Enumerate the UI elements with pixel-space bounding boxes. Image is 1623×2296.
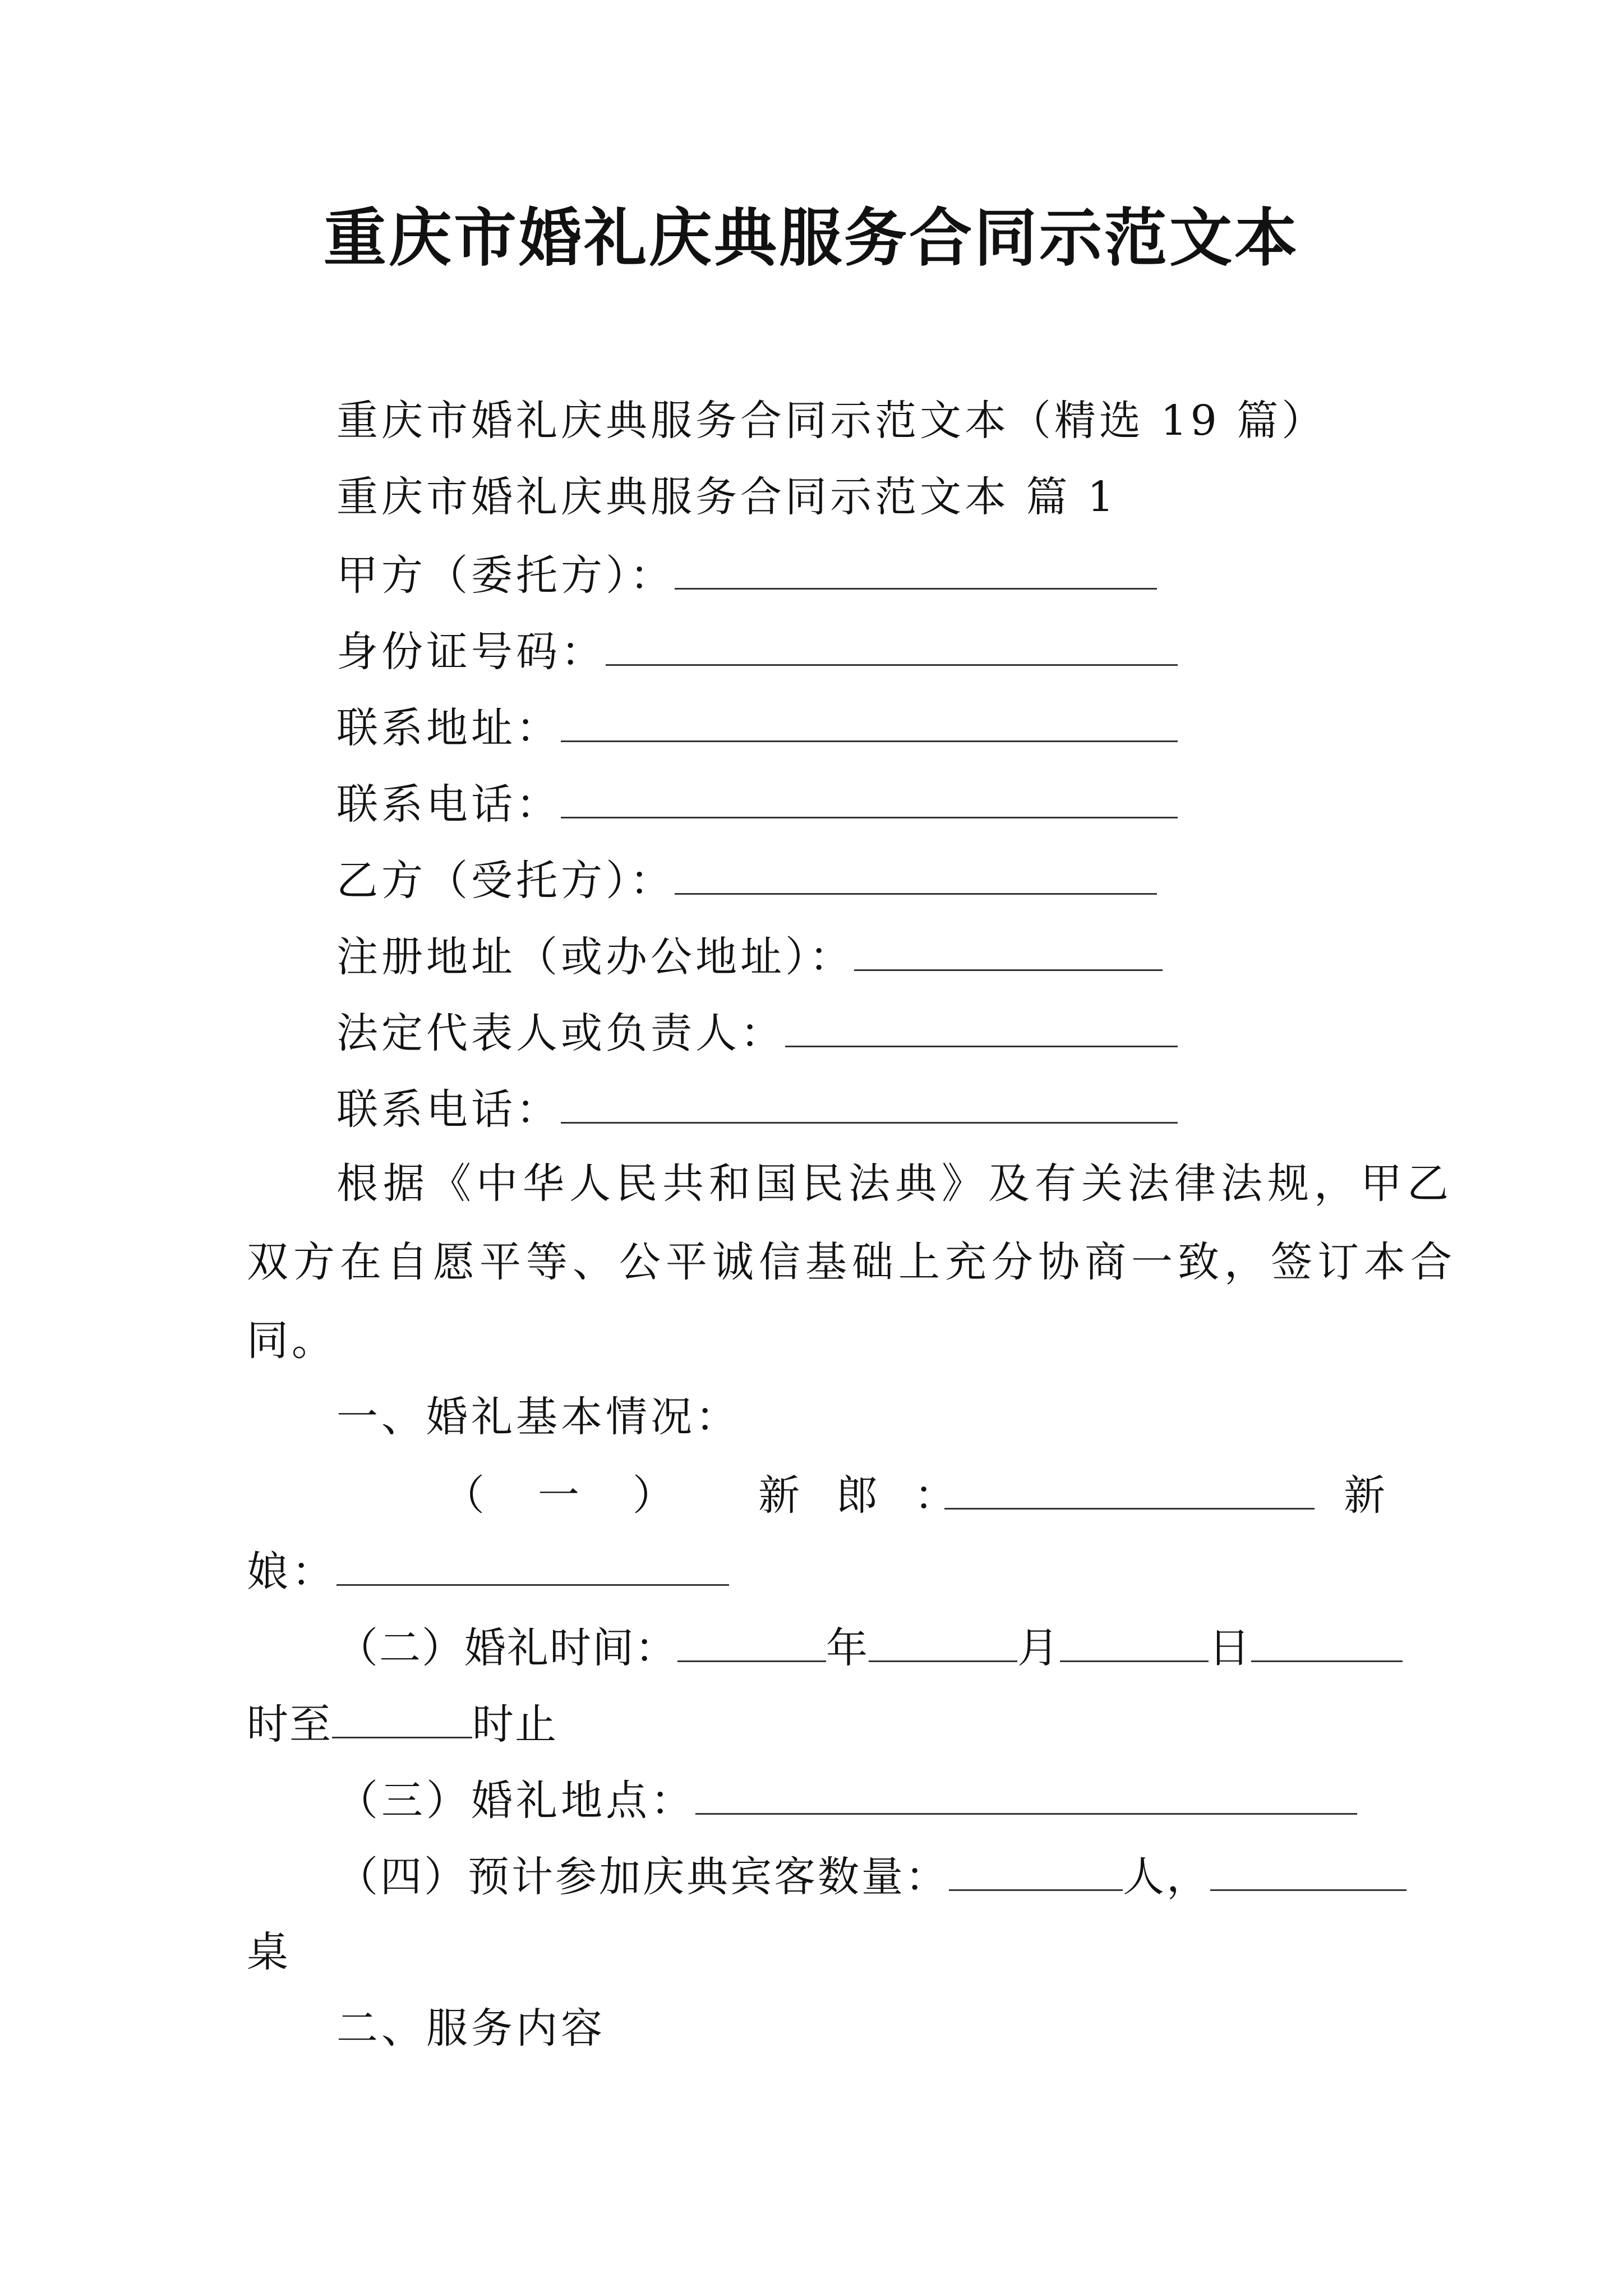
tables-blank[interactable] bbox=[1210, 1847, 1407, 1891]
phone-blank-2[interactable] bbox=[561, 1079, 1178, 1124]
section-2-heading: 二、服务内容 bbox=[336, 2004, 606, 2053]
time-label: （二）婚礼时间： bbox=[336, 1624, 677, 1672]
paragraph-line-1: 根据《中华人民共和国民法典》及有关法律法规，甲乙 bbox=[336, 1159, 1454, 1208]
id-label: 身份证号码： bbox=[336, 628, 606, 676]
place-blank[interactable] bbox=[695, 1770, 1357, 1815]
bride-row bbox=[247, 1542, 729, 1600]
phone-row bbox=[336, 774, 1178, 832]
legal-rep-blank[interactable] bbox=[785, 1003, 1178, 1047]
place-row bbox=[336, 1770, 1357, 1829]
legal-rep-row bbox=[336, 1003, 1178, 1061]
year-label: 年 bbox=[826, 1624, 869, 1672]
bride-label: 娘： bbox=[247, 1548, 336, 1596]
paragraph-line-3: 同。 bbox=[247, 1317, 336, 1365]
section-1-heading: 一、婚礼基本情况： bbox=[336, 1393, 740, 1441]
document-title: 重庆市婚礼庆典服务合同示范文本 bbox=[324, 201, 1299, 275]
address-row bbox=[336, 698, 1178, 756]
day-blank[interactable] bbox=[1060, 1618, 1209, 1662]
reg-address-label: 注册地址（或办公地址）： bbox=[336, 933, 854, 981]
phone-label-2: 联系电话： bbox=[336, 1085, 561, 1134]
document-subtitle: 重庆市婚礼庆典服务合同示范文本（精选 19 篇） bbox=[336, 397, 1327, 445]
tables-label: 桌 bbox=[247, 1928, 292, 1976]
paragraph-line-2: 双方在自愿平等、公平诚信基础上充分协商一致，签订本合 bbox=[247, 1238, 1457, 1286]
party-a-blank[interactable] bbox=[675, 545, 1157, 590]
groom-open-paren: （ bbox=[443, 1471, 485, 1520]
guests-row bbox=[336, 1847, 1407, 1905]
groom-close-paren: ） bbox=[633, 1471, 674, 1520]
groom-row bbox=[443, 1465, 1385, 1524]
address-blank[interactable] bbox=[561, 698, 1178, 742]
bride-blank[interactable] bbox=[336, 1542, 729, 1586]
hour-to-label: 时止 bbox=[472, 1700, 557, 1749]
groom-number: 一 bbox=[538, 1471, 579, 1520]
chapter-heading: 重庆市婚礼庆典服务合同示范文本 篇 1 bbox=[336, 473, 1118, 521]
place-label: （三）婚礼地点： bbox=[336, 1777, 695, 1825]
month-blank[interactable] bbox=[869, 1618, 1017, 1662]
hour-from-label: 时至 bbox=[247, 1700, 332, 1749]
guests-blank[interactable] bbox=[949, 1847, 1123, 1891]
legal-rep-label: 法定代表人或负责人： bbox=[336, 1009, 785, 1057]
people-label: 人， bbox=[1123, 1853, 1210, 1901]
groom-lang: 郎 bbox=[836, 1471, 878, 1520]
hour-to-blank[interactable] bbox=[332, 1694, 472, 1738]
party-b-blank[interactable] bbox=[675, 850, 1157, 895]
party-b-row bbox=[336, 850, 1157, 909]
guests-label: （四）预计参加庆典宾客数量： bbox=[336, 1853, 949, 1901]
phone-row-2 bbox=[336, 1079, 1178, 1138]
phone-label: 联系电话： bbox=[336, 780, 561, 829]
reg-address-row bbox=[336, 927, 1163, 985]
day-label: 日 bbox=[1209, 1624, 1251, 1672]
phone-blank[interactable] bbox=[561, 774, 1178, 818]
reg-address-blank[interactable] bbox=[854, 927, 1163, 971]
id-row bbox=[336, 622, 1178, 680]
month-label: 月 bbox=[1017, 1624, 1060, 1672]
id-blank[interactable] bbox=[606, 622, 1178, 666]
hour-row bbox=[247, 1694, 557, 1752]
party-b-label: 乙方（受托方）： bbox=[336, 857, 675, 905]
wedding-time-row bbox=[336, 1618, 1403, 1676]
groom-colon: ： bbox=[914, 1471, 956, 1520]
groom-xin: 新 bbox=[758, 1471, 800, 1520]
bride-xin: 新 bbox=[1344, 1471, 1385, 1520]
party-a-row bbox=[336, 545, 1157, 604]
year-blank[interactable] bbox=[677, 1618, 826, 1662]
address-label: 联系地址： bbox=[336, 704, 561, 752]
party-a-label: 甲方（委托方）： bbox=[336, 551, 675, 600]
hour-blank[interactable] bbox=[1251, 1618, 1403, 1662]
groom-blank[interactable] bbox=[944, 1465, 1315, 1510]
